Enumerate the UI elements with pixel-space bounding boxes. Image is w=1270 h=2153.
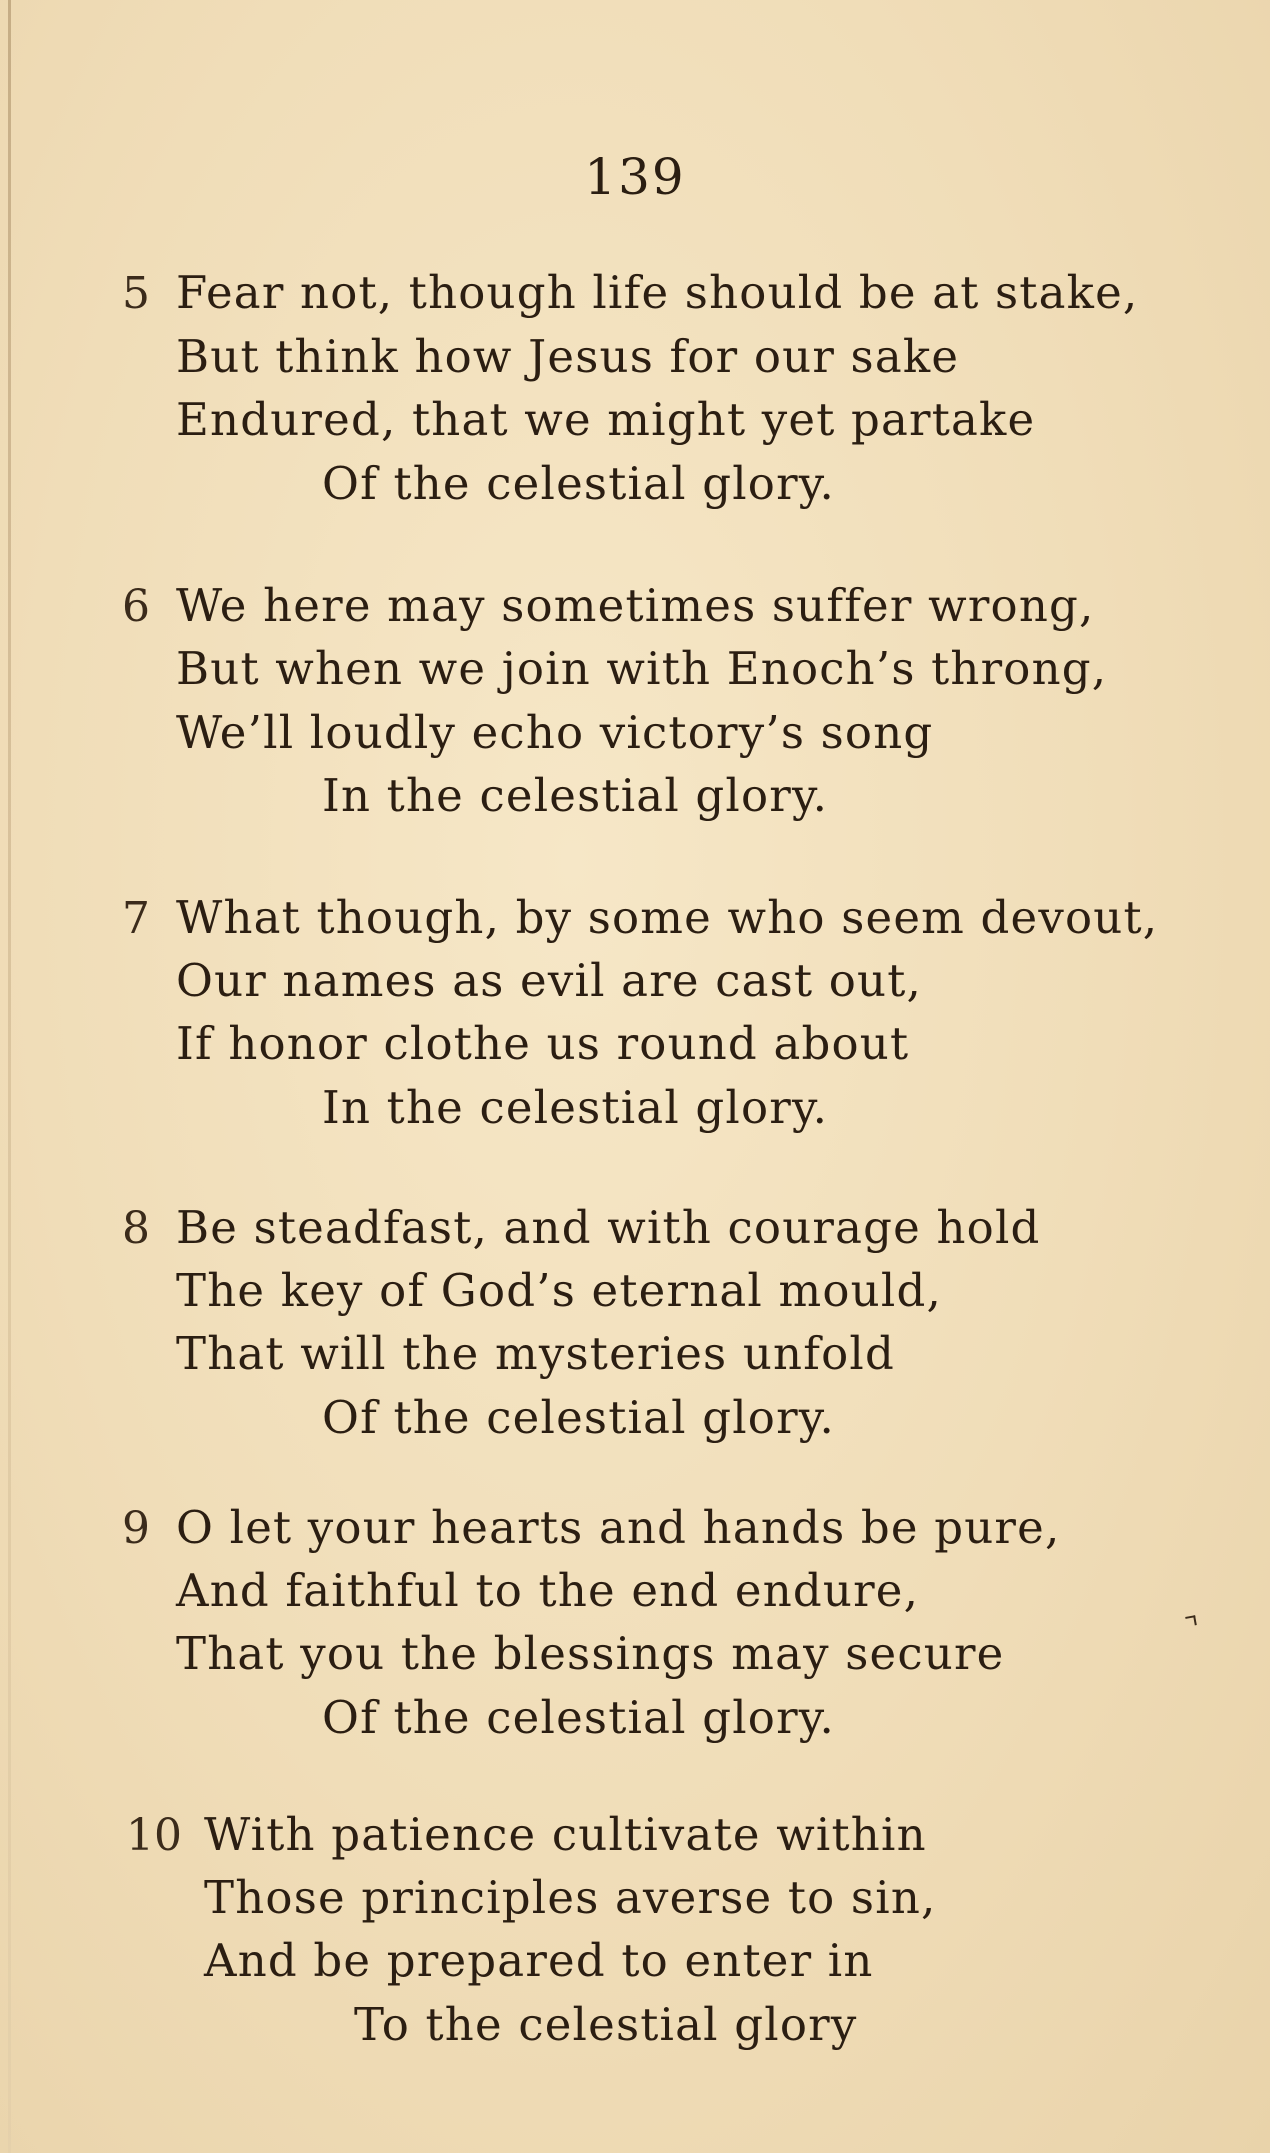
verse-line: That you the blessings may secure: [176, 1627, 1005, 1680]
verse-line: And faithful to the end endure,: [176, 1564, 920, 1617]
verse-refrain: To the celestial glory: [354, 1998, 858, 2051]
verse-line: Those principles averse to sin,: [204, 1871, 937, 1924]
page-edge: [8, 0, 11, 2153]
verse-refrain: Of the celestial glory.: [322, 1391, 835, 1444]
verse-line: Endured, that we might yet partake: [176, 393, 1036, 446]
verse-line: We here may sometimes suffer wrong,: [176, 579, 1095, 632]
verse-refrain: Of the celestial glory.: [322, 1691, 835, 1744]
verse-line: But when we join with Enoch’s throng,: [176, 642, 1108, 695]
verse-line: We’ll loudly echo victory’s song: [176, 706, 934, 759]
page-number: 139: [584, 148, 686, 206]
verse-line: Be steadfast, and with courage hold: [176, 1201, 1041, 1254]
verse-line: Our names as evil are cast out,: [176, 954, 923, 1007]
verse-number: 7: [122, 893, 150, 944]
ink-mark: [1185, 1615, 1197, 1627]
verse-line: The key of God’s eternal mould,: [176, 1264, 942, 1317]
verse-number: 10: [126, 1810, 182, 1861]
verse-refrain: In the celestial glory.: [322, 769, 829, 822]
verse-line: O let your hearts and hands be pure,: [176, 1501, 1061, 1554]
verse-refrain: In the celestial glory.: [322, 1081, 829, 1134]
verse-line: And be prepared to enter in: [204, 1934, 874, 1987]
verse-number: 5: [122, 268, 150, 319]
verse-line: But think how Jesus for our sake: [176, 330, 960, 383]
verse-number: 9: [122, 1503, 150, 1554]
verse-number: 6: [122, 581, 150, 632]
verse-line: With patience cultivate within: [204, 1808, 927, 1861]
verse-line: That will the mysteries unfold: [176, 1327, 895, 1380]
verse-line: If honor clothe us round about: [176, 1017, 910, 1070]
verse-line: What though, by some who seem devout,: [176, 891, 1159, 944]
verse-line: Fear not, though life should be at stake,: [176, 266, 1139, 319]
verse-number: 8: [122, 1203, 150, 1254]
verse-refrain: Of the celestial glory.: [322, 457, 835, 510]
